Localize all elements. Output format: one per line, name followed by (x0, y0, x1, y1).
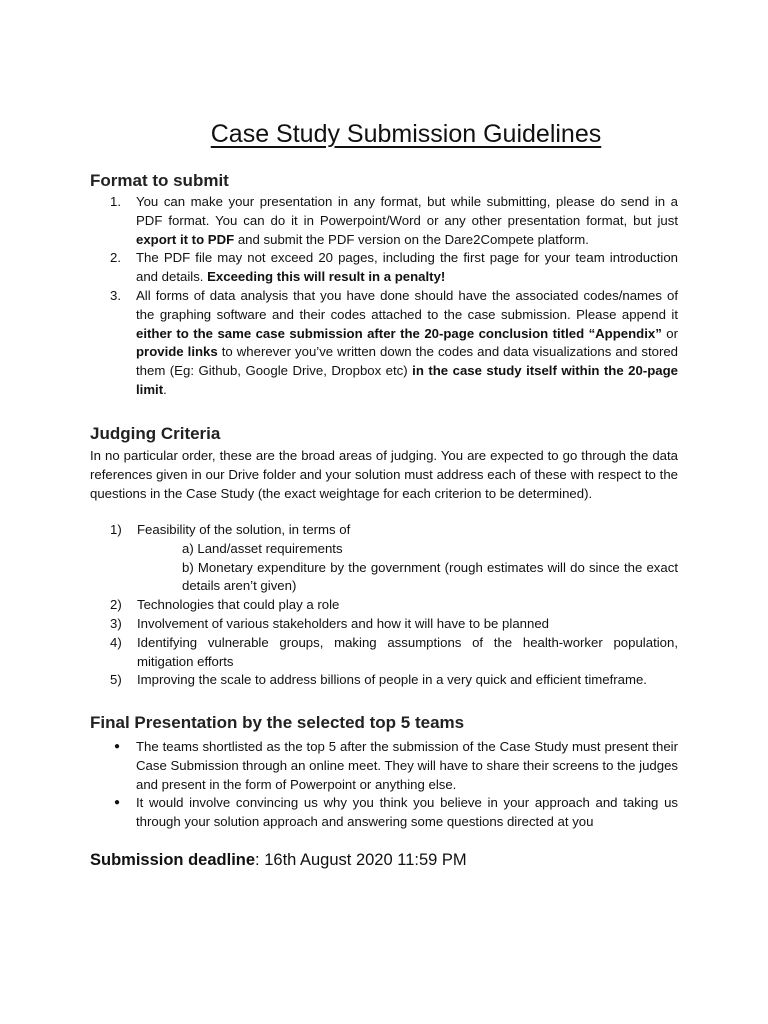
bold-text: export it to PDF (136, 231, 235, 247)
final-text: It would involve convincing us why you think you believe in your approach and taking us through your solution approach and answering some questions directed at you (136, 795, 678, 830)
text: All forms of data analysis that you have done should have the associated codes/names of the graphing software and their codes attached to the case submission. Please append it (136, 287, 678, 322)
judging-heading: Judging Criteria (90, 424, 221, 443)
final-list (110, 738, 678, 832)
criteria-text: Improving the scale to address billions of people in a very quick and efficient timeframe. (137, 672, 647, 688)
list-number: 3. (110, 287, 121, 303)
criteria-list (110, 521, 678, 690)
bullet-icon: ● (114, 741, 121, 752)
final-item (110, 738, 678, 794)
list-number: 5) (110, 672, 122, 688)
criteria-item (110, 634, 678, 672)
criteria-text: Identifying vulnerable groups, making assumptions of the health-worker population, mitigation efforts (137, 634, 678, 669)
format-list (110, 193, 678, 400)
text: The PDF file may not exceed 20 pages, including the first page for your team introduction and details. (136, 250, 678, 285)
criteria-text: Involvement of various stakeholders and how it will have to be planned (137, 615, 549, 631)
criteria-text: Feasibility of the solution, in terms of (137, 522, 351, 537)
criteria-subitem (110, 559, 678, 597)
text: You can make your presentation in any format, but while submitting, please do send in a PDF format. You can do it in Powerpoint/Word or any other presentation format, but just (136, 194, 678, 228)
criteria-item (110, 671, 678, 690)
criteria-item (110, 521, 678, 540)
page-title: Case Study Submission Guidelines (210, 120, 602, 148)
text: . (163, 381, 167, 397)
list-number: 3) (110, 615, 122, 631)
list-number: 2. (110, 250, 121, 266)
list-number: 1. (110, 194, 121, 209)
bullet-icon: ● (114, 797, 121, 809)
text: and submit the PDF version on the Dare2Compete platform. (234, 231, 589, 247)
text: to wherever you’ve written down the codes and data visualizations and stored them (Eg: Github, Google Drive, Dropbox etc) (136, 344, 678, 379)
final-item (110, 794, 678, 832)
list-number: 4) (110, 634, 122, 650)
format-item (110, 249, 678, 287)
criteria-item (110, 596, 678, 615)
list-number: 1) (110, 522, 122, 537)
bold-text: provide links (136, 344, 218, 360)
bold-text: either to the same case submission after the 20-page conclusion titled “Appendix” (136, 325, 662, 341)
criteria-text: b) Monetary expenditure by the government (rough estimates will do since the exact details aren’t given) (182, 559, 678, 594)
deadline-label: Submission deadline (90, 851, 256, 869)
criteria-item (110, 615, 678, 634)
format-item (110, 193, 678, 249)
text: or (661, 325, 679, 341)
criteria-text: Technologies that could play a role (137, 597, 340, 613)
list-number: 2) (110, 597, 122, 613)
judging-intro: In no particular order, these are the broad areas of judging. You are expected to go through the data references given in our Drive folder and your solution must address each of these with respect to the questions in the Case Study (the exact weightage for each criterion to be determined). (90, 448, 678, 501)
criteria-subitem (110, 540, 678, 559)
bold-text: Exceeding this will result in a penalty! (207, 269, 446, 285)
format-item (110, 287, 678, 400)
format-heading: Format to submit (90, 171, 229, 190)
submission-deadline (90, 851, 467, 870)
deadline-value: : 16th August 2020 11:59 PM (255, 851, 467, 869)
final-text: The teams shortlisted as the top 5 after the submission of the Case Study must present their Case Submission through an online meet. They will have to share their screens to the judges and present in the form of Powerpoint or anything else. (136, 739, 678, 792)
bold-text: in the case study itself within the 20-page limit (136, 363, 678, 397)
criteria-text: a) Land/asset requirements (182, 540, 343, 556)
final-heading: Final Presentation by the selected top 5 teams (90, 713, 465, 732)
